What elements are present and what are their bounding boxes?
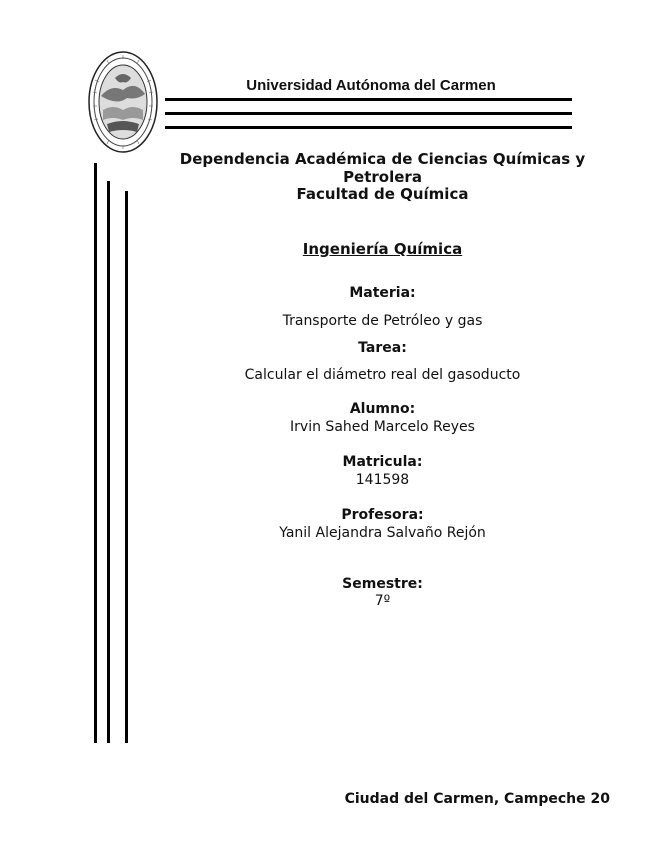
tarea-label: Tarea: (358, 340, 407, 356)
header-rule-3 (165, 126, 572, 129)
alumno-value: Irvin Sahed Marcelo Reyes (290, 419, 475, 435)
side-rule-1 (94, 163, 97, 743)
header-rule-2 (165, 112, 572, 115)
dependencia-line-1: Dependencia Académica de Ciencias Químicas y (179, 150, 586, 168)
materia-value: Transporte de Petróleo y gas (282, 313, 483, 329)
profesora-value: Yanil Alejandra Salvaño Rejón (279, 525, 486, 541)
semestre-label: Semestre: (342, 576, 423, 592)
side-rule-3 (125, 191, 128, 743)
materia-label: Materia: (349, 285, 416, 301)
alumno-label: Alumno: (349, 401, 416, 417)
profesora-label: Profesora: (341, 507, 424, 523)
side-rule-2 (107, 181, 110, 743)
university-seal-logo (87, 50, 159, 154)
dependencia-line-2: Petrolera (343, 168, 422, 186)
matricula-value: 141598 (355, 472, 410, 488)
footer-place: Ciudad del Carmen, Campeche 20 (344, 791, 610, 807)
semestre-value: 7º (374, 593, 391, 609)
tarea-value: Calcular el diámetro real del gasoducto (244, 367, 521, 383)
university-name: Universidad Autónoma del Carmen (246, 77, 496, 94)
matricula-label: Matricula: (342, 454, 423, 470)
header-rule-1 (165, 98, 572, 101)
degree-title: Ingeniería Química (302, 240, 463, 258)
faculty-name: Facultad de Química (296, 185, 469, 203)
